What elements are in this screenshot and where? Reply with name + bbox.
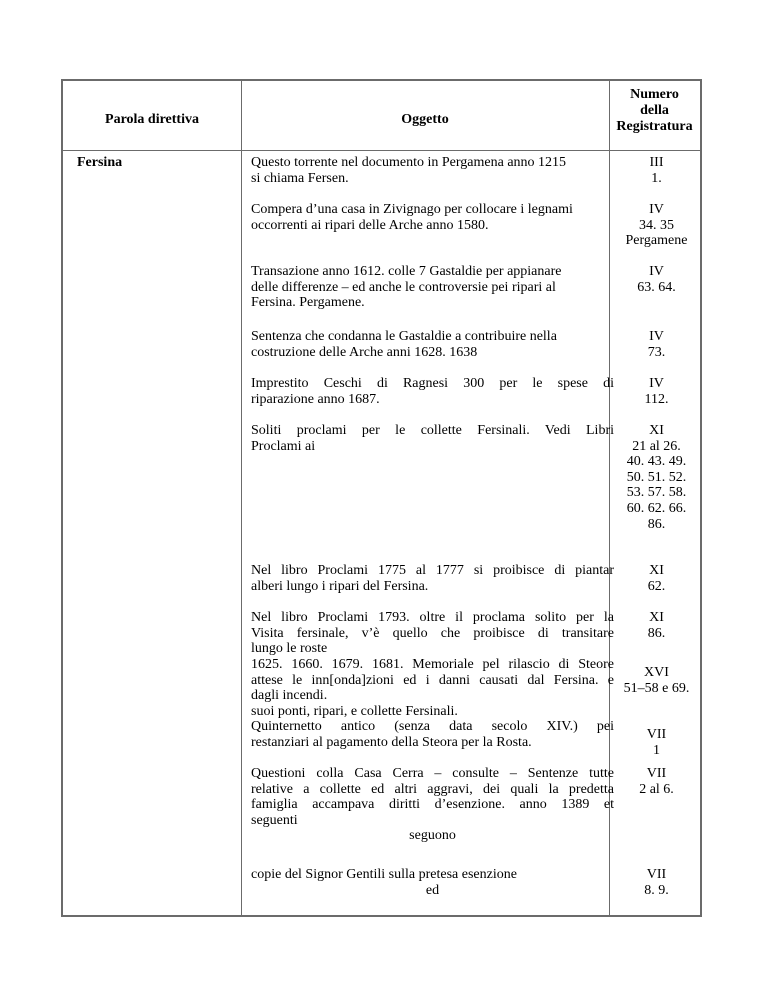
entry-reference: VII 8. 9.: [644, 867, 669, 898]
entry-reference: IV 34. 35 Pergamene: [625, 202, 688, 249]
entry-reference: XI 62.: [647, 563, 666, 594]
entry-text: Transazione anno 1612. colle 7 Gastaldie per appianare delle differenze – ed anche le controversie pei ripari al Fersina. Pergamene.: [251, 264, 562, 311]
centered-word: seguono: [409, 828, 456, 844]
entry-text: 1625. 1660. 1679. 1681. Memoriale pel rilascio di Steore attese le inn[onda]zioni ed i danni causati dal Fersina. e dagli incendi. suoi ponti, ripari, e collette Fersinali.: [251, 657, 614, 719]
centered-word: ed: [425, 882, 440, 898]
header-divider: [63, 150, 700, 151]
column-divider: [241, 81, 242, 915]
entry-reference: XVI 51–58 e 69.: [623, 665, 690, 696]
entry-reference: III 1.: [649, 155, 664, 186]
entry-text: Questo torrente nel documento in Pergamena anno 1215 si chiama Fersen.: [251, 155, 567, 186]
register-table: [61, 79, 702, 917]
header-keyword: Parola direttiva: [105, 112, 199, 127]
entry-reference: IV 73.: [647, 329, 666, 360]
entry-text: Nel libro Proclami 1775 al 1777 si proibisce di piantar alberi lungo i ripari del Fersina.: [251, 563, 614, 594]
entry-text: Questioni colla Casa Cerra – consulte – Sentenze tutte relative a collette ed altri aggravi, dei quali la predetta famiglia accampava diritti d’esenzione. anno 1389 et seguenti seguono: [251, 766, 614, 844]
entry-text: Sentenza che condanna le Gastaldie a contribuire nella costruzione delle Arche anni 1628. 1638: [251, 329, 557, 360]
entry-reference: XI 86.: [647, 610, 666, 641]
entry-reference: XI 21 al 26. 40. 43. 49. 50. 51. 52. 53. 57. 58. 60. 62. 66. 86.: [626, 423, 687, 532]
entry-reference: VII 1: [646, 727, 667, 758]
entry-text: Nel libro Proclami 1793. oltre il proclama solito per la Visita fersinale, v’è quello che proibisce di transitare lungo le roste: [251, 610, 614, 657]
entry-text: Compera d’una casa in Zivignago per collocare i legnami occorrenti ai ripari delle Arche anno 1580.: [251, 202, 573, 233]
entry-reference: VII 2 al 6.: [639, 766, 674, 797]
entry-text: Imprestito Ceschi di Ragnesi 300 per le spese di riparazione anno 1687.: [251, 376, 614, 407]
header-subject: Oggetto: [401, 112, 449, 127]
entry-text: Soliti proclami per le collette Fersinali. Vedi Libri Proclami ai: [251, 423, 614, 454]
keyword-fersina: Fersina: [77, 155, 123, 170]
entry-text: copie del Signor Gentili sulla pretesa esenzione ed: [251, 867, 614, 898]
entry-reference: IV 63. 64.: [637, 264, 676, 295]
entry-reference: IV 112.: [644, 376, 669, 407]
header-number: Numero della Registratura: [616, 87, 693, 134]
entry-text: Quinternetto antico (senza data secolo XIV.) pei restanziari al pagamento della Steora per la Rosta.: [251, 719, 614, 750]
